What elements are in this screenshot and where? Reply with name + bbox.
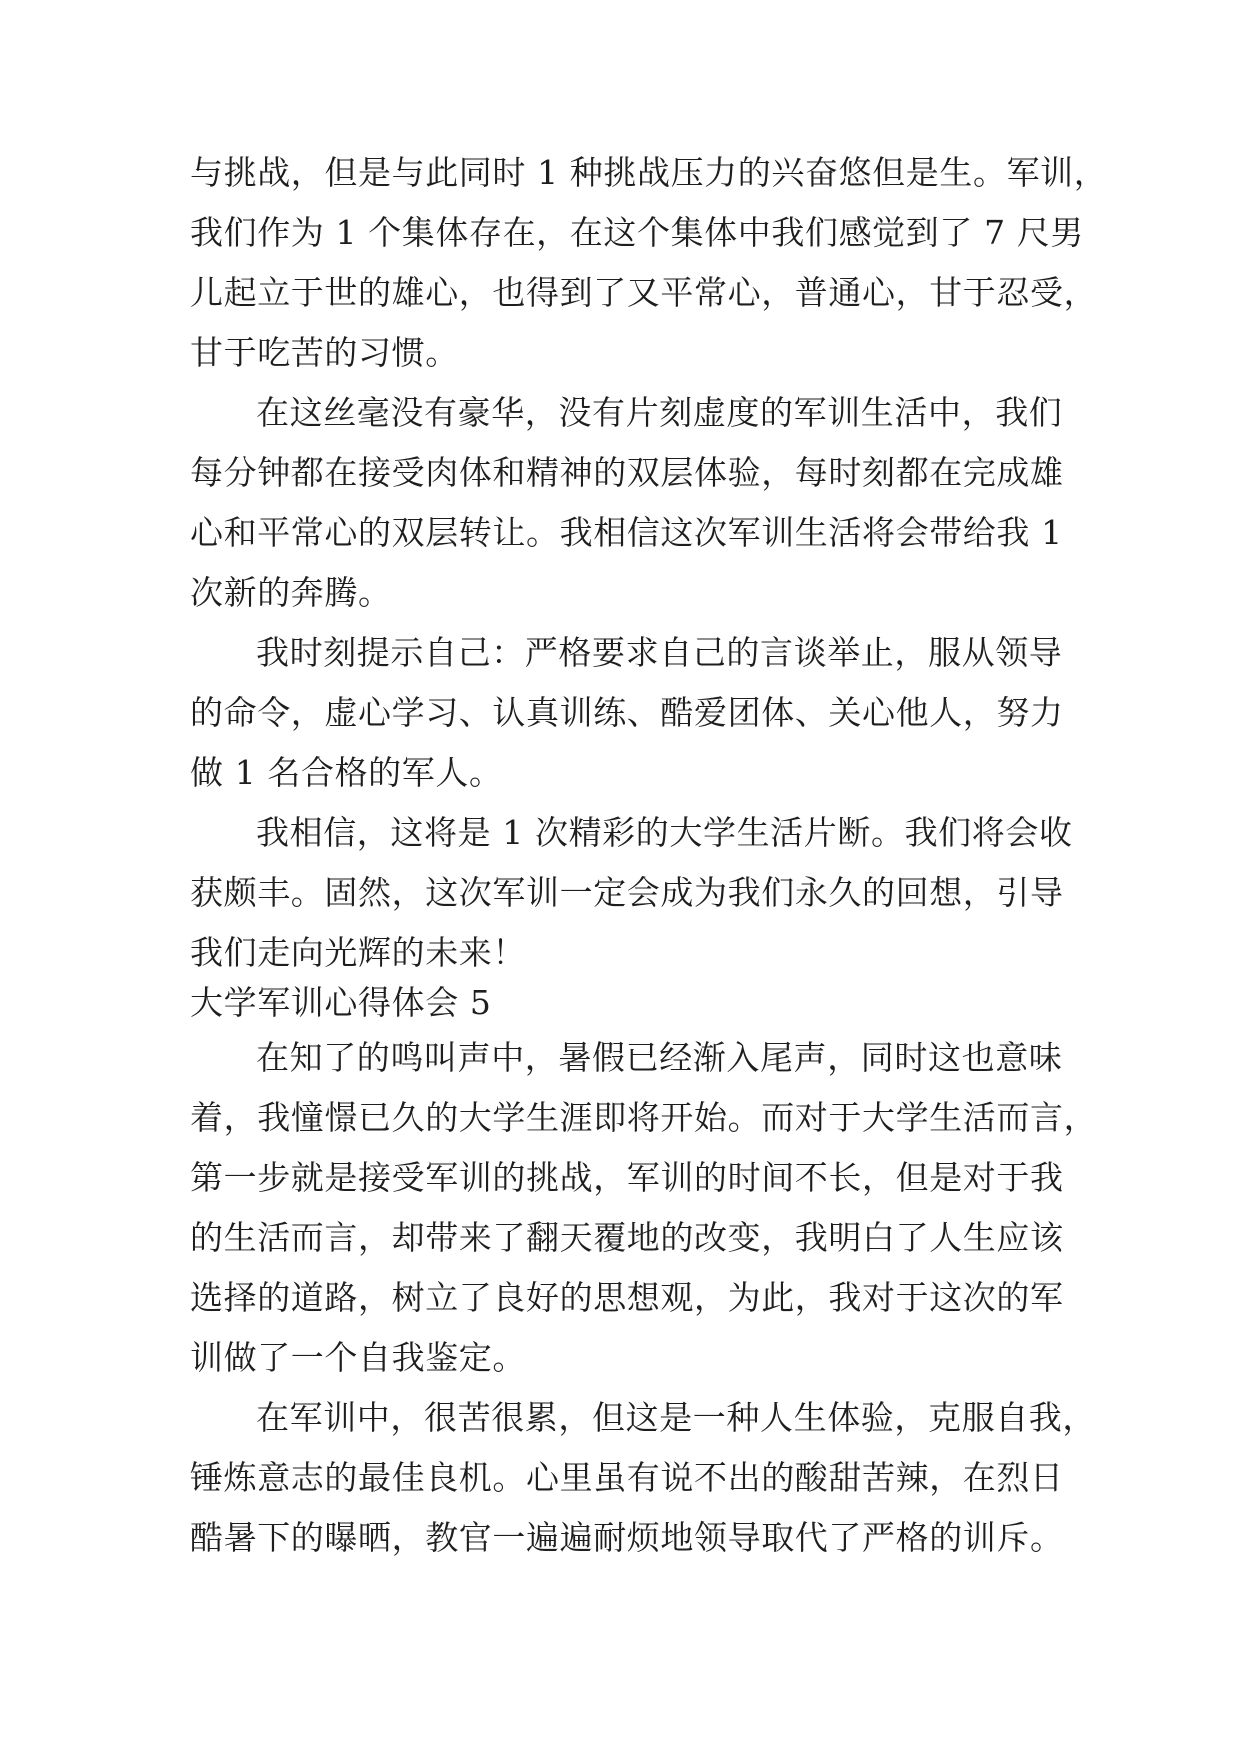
text-line: 心和平常心的双层转让。我相信这次军训生活将会带给我 1 [190,513,1063,552]
text-line: 与挑战，但是与此同时 1 种挑战压力的兴奋悠但是生。军训， [190,153,1108,192]
text-line: 我相信，这将是 1 次精彩的大学生活片断。我们将会收 [256,813,1073,852]
text-line: 训做了一个自我鉴定。 [190,1338,526,1377]
text-line: 甘于吃苦的习惯。 [190,333,459,372]
text-line: 酷暑下的曝晒，教官一遍遍耐烦地领导取代了严格的训斥。 [190,1518,1064,1557]
text-line: 我们走向光辉的未来！ [190,933,526,972]
text-line: 的命令，虚心学习、认真训练、酷爱团体、关心他人，努力 [190,693,1064,732]
section-title: 大学军训心得体会 5 [190,983,492,1022]
text-line: 选择的道路，树立了良好的思想观，为此，我对于这次的军 [190,1278,1064,1317]
text-line: 我时刻提示自己：严格要求自己的言谈举止，服从领导 [256,633,1063,672]
text-line: 获颇丰。固然，这次军训一定会成为我们永久的回想，引导 [190,873,1064,912]
text-line: 在这丝毫没有豪华，没有片刻虚度的军训生活中，我们 [256,393,1063,432]
text-line: 锤炼意志的最佳良机。心里虽有说不出的酸甜苦辣，在烈日 [190,1458,1064,1497]
text-line: 次新的奔腾。 [190,573,392,612]
text-line: 每分钟都在接受肉体和精神的双层体验，每时刻都在完成雄 [190,453,1064,492]
text-line: 在知了的鸣叫声中，暑假已经渐入尾声，同时这也意味 [256,1038,1063,1077]
text-line: 在军训中，很苦很累，但这是一种人生体验，克服自我， [256,1398,1096,1437]
text-line: 着，我憧憬已久的大学生涯即将开始。而对于大学生活而言， [190,1098,1098,1137]
text-line: 做 1 名合格的军人。 [190,753,503,792]
text-line: 的生活而言，却带来了翻天覆地的改变，我明白了人生应该 [190,1218,1064,1257]
text-line: 儿起立于世的雄心，也得到了又平常心，普通心，甘于忍受， [190,273,1098,312]
text-line: 第一步就是接受军训的挑战，军训的时间不长，但是对于我 [190,1158,1064,1197]
text-line: 我们作为 1 个集体存在，在这个集体中我们感觉到了 7 尺男 [190,213,1084,252]
